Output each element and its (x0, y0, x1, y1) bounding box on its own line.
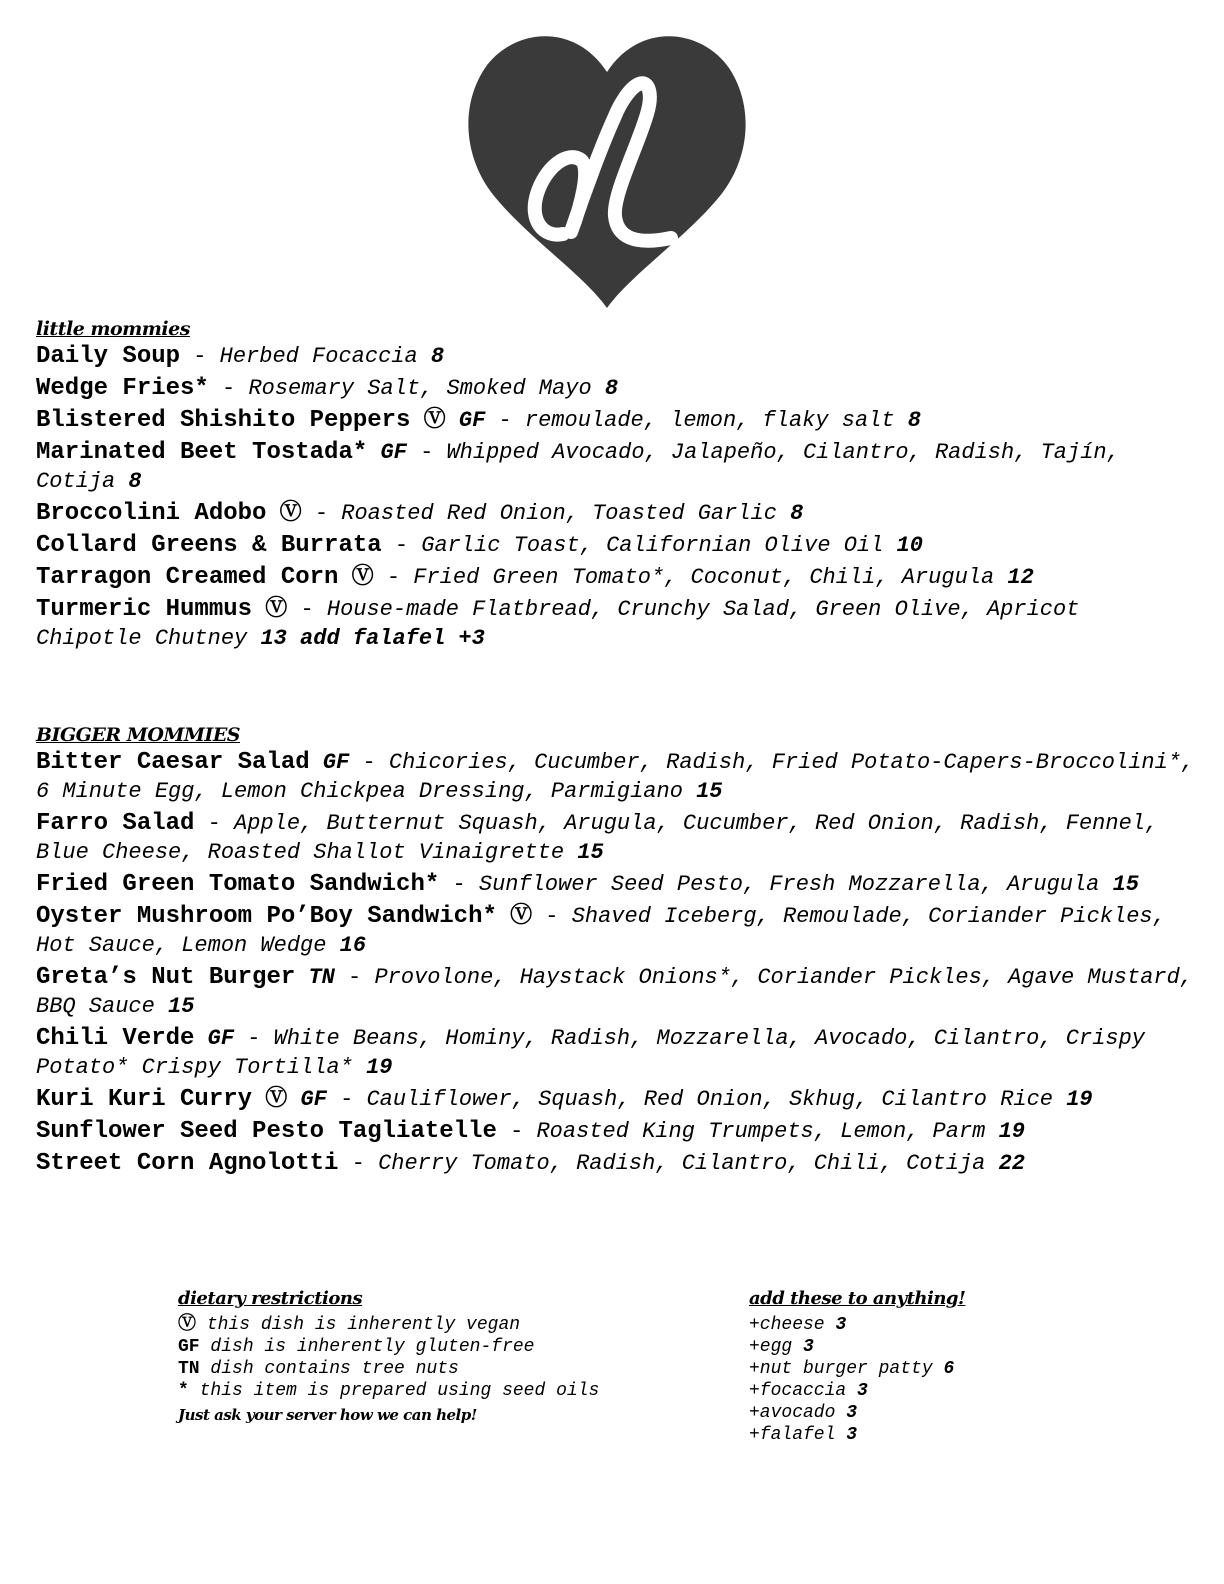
item-description: Garlic Toast, Californian Olive Oil (421, 533, 884, 558)
item-name: Kuri Kuri Curry (36, 1086, 253, 1113)
dietary-key: * (178, 1381, 189, 1401)
item-description: Provolone, Haystack Onions*, Coriander Pickles, Agave Mustard, BBQ Sauce (36, 965, 1194, 1019)
item-description: Fried Green Tomato*, Coconut, Chili, Arugula (413, 565, 995, 590)
section-little-mommies (36, 318, 1196, 656)
addon-price: 3 (803, 1337, 814, 1357)
dietary-text: dish is inherently gluten-free (210, 1337, 535, 1357)
section-heading: BIGGER MOMMIES (36, 724, 241, 746)
addon-label: +nut burger patty (749, 1359, 933, 1379)
menu-item: Street Corn Agnolotti - Cherry Tomato, Radish, Cilantro, Chili, Cotija 22 (36, 1150, 1025, 1177)
addon-label: +falafel (749, 1425, 836, 1445)
vegan-icon: Ⓥ (351, 565, 374, 590)
item-name: Blistered Shishito Peppers (36, 407, 411, 434)
vegan-icon: Ⓥ (423, 408, 446, 433)
item-name: Turmeric Hummus (36, 596, 253, 623)
item-name: Fried Green Tomato Sandwich* (36, 871, 440, 898)
addon-price: 3 (846, 1403, 858, 1423)
addons-heading: add these to anything! (749, 1288, 966, 1309)
item-name: Sunflower Seed Pesto Tagliatelle (36, 1118, 497, 1145)
item-price: 15 (696, 779, 723, 804)
item-price: 15 (577, 840, 604, 865)
item-description: Whipped Avocado, Jalapeño, Cilantro, Radish, Tajín, Cotija (36, 440, 1120, 494)
menu-item: Farro Salad - Apple, Butternut Squash, Arugula, Cucumber, Red Onion, Radish, Fennel, Blue Cheese, Roasted Shallot Vinaigrette 15 (36, 810, 1159, 865)
dietary-line (178, 1358, 698, 1380)
item-description: Sunflower Seed Pesto, Fresh Mozzarella, Arugula (478, 872, 1100, 897)
menu-list (36, 748, 1196, 1178)
item-description: Chicories, Cucumber, Radish, Fried Potato-Capers-Broccolini*, 6 Minute Egg, Lemon Chickpea Dressing, Parmigiano (36, 750, 1195, 804)
addon-label: +cheese (749, 1315, 825, 1335)
vegan-icon: Ⓥ (265, 597, 288, 622)
item-price: 8 (430, 344, 445, 369)
dietary-text: dish contains tree nuts (210, 1359, 459, 1379)
menu-item: Turmeric Hummus Ⓥ - House-made Flatbread, Crunchy Salad, Green Olive, Apricot Chipotle Chutney 13 add falafel +3 (36, 596, 1080, 651)
item-description: Shaved Iceberg, Remoulade, Coriander Pickles, Hot Sauce, Lemon Wedge (36, 904, 1166, 958)
item-price: 15 (1112, 872, 1139, 897)
diet-tag: GF (380, 440, 407, 465)
dietary-restrictions (178, 1288, 698, 1426)
vegan-icon: Ⓥ (279, 501, 302, 526)
dietary-text: this item is prepared using seed oils (199, 1381, 600, 1401)
menu-item: Blistered Shishito Peppers Ⓥ GF - remoulade, lemon, flaky salt 8 (36, 407, 921, 434)
item-description: Rosemary Salt, Smoked Mayo (248, 376, 592, 401)
menu-list (36, 342, 1196, 653)
item-price: 10 (896, 533, 923, 558)
addon-price: 3 (846, 1425, 858, 1445)
item-price: 8 (907, 408, 921, 433)
heart-monogram-m-icon (463, 24, 751, 310)
dietary-line (178, 1380, 698, 1402)
diet-tag: GF (207, 1026, 235, 1051)
item-price: 19 (1066, 1087, 1093, 1112)
addon-label: +avocado (749, 1403, 836, 1423)
diet-tag: GF (322, 750, 350, 775)
dietary-line (178, 1336, 698, 1358)
dietary-heading: dietary restrictions (178, 1288, 363, 1309)
diet-tag: TN (308, 965, 335, 990)
item-description: Cherry Tomato, Radish, Cilantro, Chili, Cotija (378, 1151, 986, 1176)
addon-item (749, 1424, 1189, 1446)
section-bigger-mommies (36, 724, 1196, 1181)
addons-list (749, 1314, 1189, 1446)
item-description: Herbed Focaccia (219, 344, 418, 369)
dietary-text: this dish is inherently vegan (206, 1315, 521, 1335)
item-price: 8 (790, 501, 804, 526)
addon-item (749, 1336, 1189, 1358)
dietary-line (178, 1314, 698, 1336)
menu-item: Fried Green Tomato Sandwich* - Sunflower Seed Pesto, Fresh Mozzarella, Arugula 15 (36, 871, 1139, 898)
addon-price: 6 (943, 1359, 955, 1379)
vegan-icon: Ⓥ (265, 1087, 288, 1112)
menu-item: Wedge Fries* - Rosemary Salt, Smoked Mayo 8 (36, 375, 619, 402)
diet-tag: GF (458, 408, 486, 433)
item-extra: add falafel +3 (300, 626, 485, 651)
menu-item: Tarragon Creamed Corn Ⓥ - Fried Green Tomato*, Coconut, Chili, Arugula 12 (36, 564, 1034, 591)
addon-price: 3 (857, 1381, 868, 1401)
item-name: Broccolini Adobo (36, 500, 267, 527)
item-name: Farro Salad (36, 810, 195, 837)
menu-item: Sunflower Seed Pesto Tagliatelle - Roasted King Trumpets, Lemon, Parm 19 (36, 1118, 1025, 1145)
addon-item (749, 1402, 1189, 1424)
item-name: Greta’s Nut Burger (36, 964, 296, 991)
item-name: Street Corn Agnolotti (36, 1150, 339, 1177)
menu-item: Oyster Mushroom Po’Boy Sandwich* Ⓥ - Shaved Iceberg, Remoulade, Coriander Pickles, Hot Sauce, Lemon Wedge 16 (36, 903, 1166, 958)
item-name: Wedge Fries* (36, 375, 209, 402)
menu-item: Collard Greens & Burrata - Garlic Toast, Californian Olive Oil 10 (36, 532, 923, 559)
item-description: House-made Flatbread, Crunchy Salad, Green Olive, Apricot Chipotle Chutney (36, 597, 1080, 651)
addon-price: 3 (835, 1315, 847, 1335)
dietary-key: TN (178, 1359, 200, 1379)
item-price: 13 (260, 626, 287, 651)
item-name: Marinated Beet Tostada* (36, 439, 368, 466)
help-note: Just ask your server how we can help! (178, 1406, 477, 1424)
item-description: Roasted King Trumpets, Lemon, Parm (536, 1119, 986, 1144)
addon-item (749, 1380, 1189, 1402)
menu-item: Marinated Beet Tostada* GF - Whipped Avocado, Jalapeño, Cilantro, Radish, Tajín, Cotija 8 (36, 439, 1120, 494)
item-price: 12 (1007, 565, 1034, 590)
item-description: Roasted Red Onion, Toasted Garlic (341, 501, 777, 526)
dietary-key: Ⓥ (178, 1315, 196, 1335)
item-description: White Beans, Hominy, Radish, Mozzarella, Avocado, Cilantro, Crispy Potato* Crispy Tortilla* (36, 1026, 1145, 1080)
item-price: 16 (339, 933, 367, 958)
item-name: Daily Soup (36, 343, 181, 370)
item-description: Cauliflower, Squash, Red Onion, Skhug, Cilantro Rice (366, 1087, 1053, 1112)
item-price: 8 (128, 469, 142, 494)
menu-item: Daily Soup - Herbed Focaccia 8 (36, 343, 445, 370)
add-ons (749, 1288, 1189, 1446)
menu-item: Kuri Kuri Curry Ⓥ GF - Cauliflower, Squash, Red Onion, Skhug, Cilantro Rice 19 (36, 1086, 1093, 1113)
item-price: 15 (168, 994, 195, 1019)
item-price: 19 (998, 1119, 1025, 1144)
menu-item: Greta’s Nut Burger TN - Provolone, Haystack Onions*, Coriander Pickles, Agave Mustard, BBQ Sauce 15 (36, 964, 1194, 1019)
item-name: Oyster Mushroom Po’Boy Sandwich* (36, 903, 497, 930)
menu-item: Chili Verde GF - White Beans, Hominy, Radish, Mozzarella, Avocado, Cilantro, Crispy Potato* Crispy Tortilla* 19 (36, 1025, 1145, 1080)
vegan-icon: Ⓥ (510, 904, 533, 929)
item-name: Collard Greens & Burrata (36, 532, 382, 559)
menu-item: Bitter Caesar Salad GF - Chicories, Cucumber, Radish, Fried Potato-Capers-Broccolini*, 6 Minute Egg, Lemon Chickpea Dressing, Parmigiano 15 (36, 749, 1195, 804)
item-description: Apple, Butternut Squash, Arugula, Cucumber, Red Onion, Radish, Fennel, Blue Cheese, Roasted Shallot Vinaigrette (36, 811, 1159, 865)
item-price: 22 (998, 1151, 1025, 1176)
item-name: Bitter Caesar Salad (36, 749, 310, 776)
addon-item (749, 1314, 1189, 1336)
diet-tag: GF (300, 1087, 327, 1112)
item-description: remoulade, lemon, flaky salt (524, 408, 895, 433)
item-price: 8 (604, 376, 619, 401)
addon-label: +focaccia (749, 1381, 847, 1401)
menu-item: Broccolini Adobo Ⓥ - Roasted Red Onion, Toasted Garlic 8 (36, 500, 804, 527)
dietary-list (178, 1314, 698, 1402)
dietary-key: GF (178, 1337, 200, 1357)
item-name: Chili Verde (36, 1025, 195, 1052)
item-name: Tarragon Creamed Corn (36, 564, 339, 591)
item-price: 19 (366, 1055, 393, 1080)
section-heading: little mommies (36, 318, 190, 340)
addon-label: +egg (749, 1337, 793, 1357)
addon-item (749, 1358, 1189, 1380)
